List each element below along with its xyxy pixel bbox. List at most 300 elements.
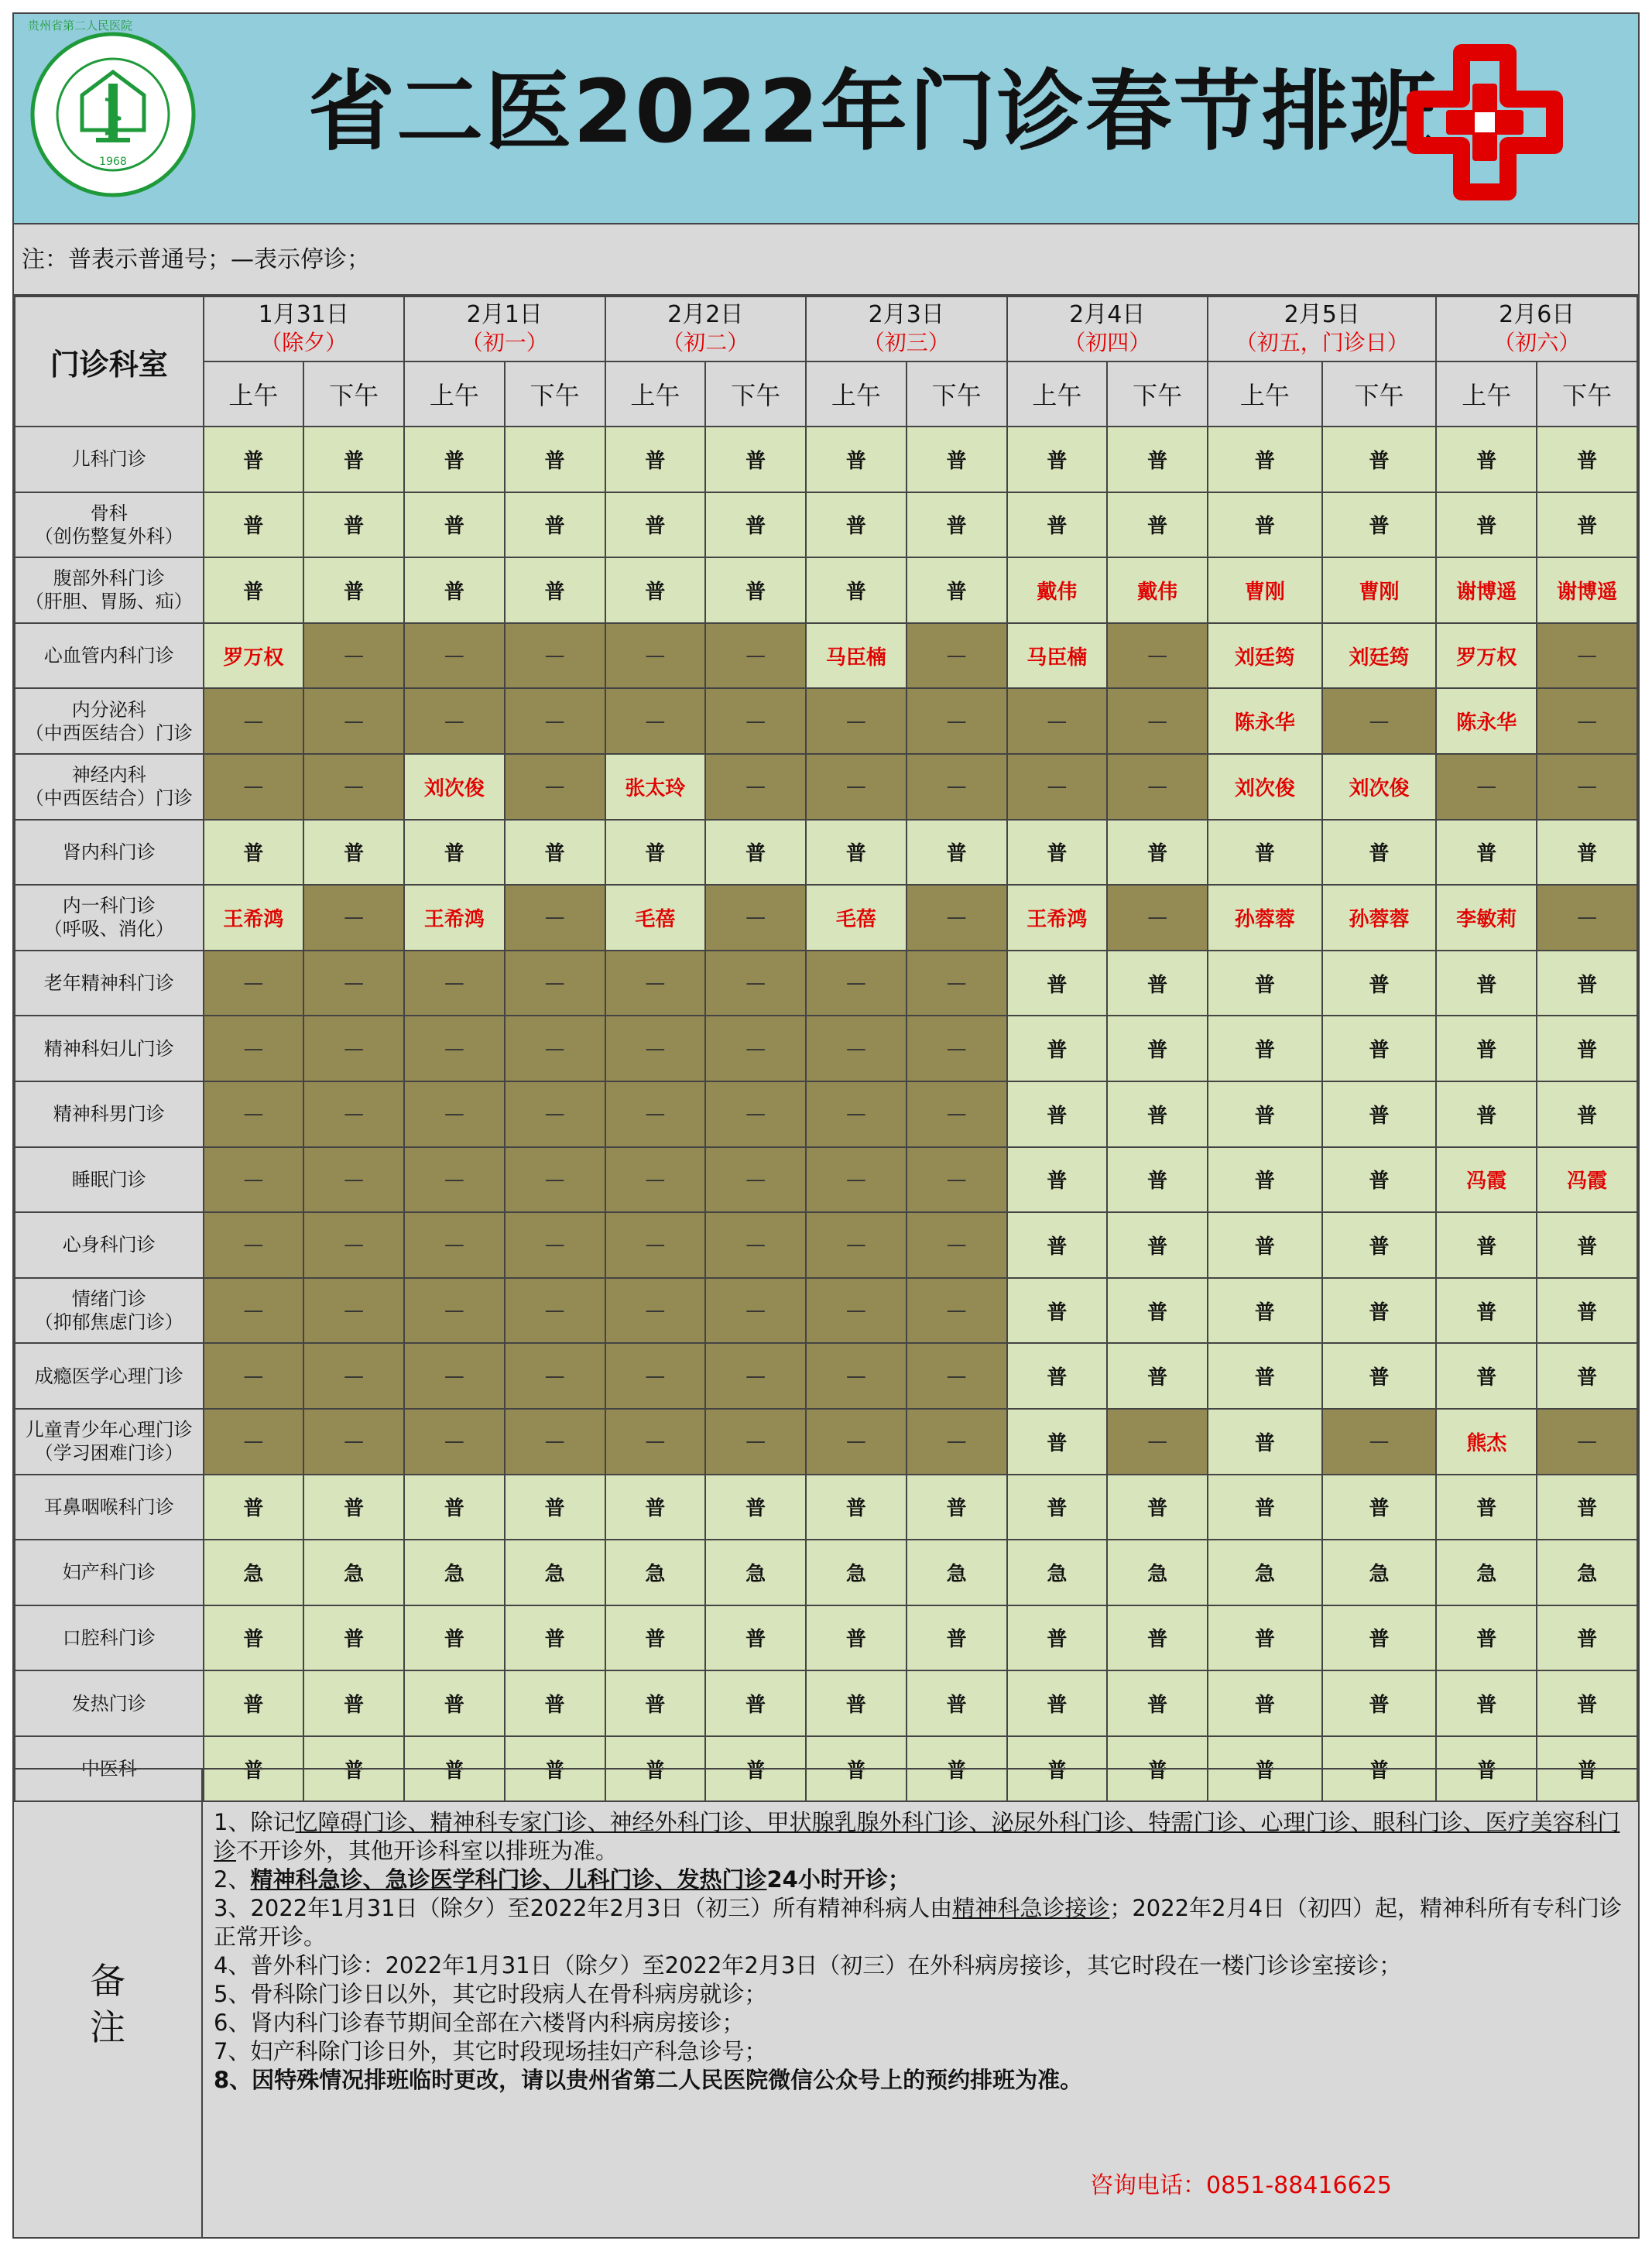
schedule-cell-open: 普 — [705, 1736, 806, 1802]
schedule-cell-doctor: 李敏莉 — [1436, 885, 1537, 951]
schedule-cell-closed: — — [404, 1016, 505, 1081]
schedule-cell-closed: — — [605, 951, 706, 1016]
schedule-cell-open: 普 — [1107, 1343, 1208, 1409]
remarks-label: 备注 — [14, 1770, 203, 2239]
schedule-cell-closed: — — [505, 623, 605, 689]
schedule-cell-open: 普 — [705, 557, 806, 623]
schedule-cell-closed: — — [907, 1147, 1007, 1213]
schedule-cell-closed: — — [204, 951, 304, 1016]
schedule-cell-open: 普 — [1322, 427, 1437, 492]
schedule-cell-open: 普 — [404, 1475, 505, 1540]
remark-item: 3、2022年1月31日（除夕）至2022年2月3日（初三）所有精神科病人由精神科急诊接诊；2022年2月4日（初四）起，精神科所有专科门诊正常开诊。 — [214, 1895, 1623, 1950]
schedule-cell-open: 普 — [1537, 1670, 1637, 1736]
schedule-cell-closed: — — [705, 1343, 806, 1409]
department-name-line: 情绪门诊 — [71, 1288, 146, 1311]
schedule-cell-closed: — — [1537, 754, 1637, 820]
remark-item: 8、因特殊情况排班临时更改，请以贵州省第二人民医院微信公众号上的预约排班为准。 — [214, 2067, 1083, 2093]
schedule-cell-closed: — — [204, 1147, 304, 1213]
department-name — [15, 688, 204, 754]
schedule-cell-open: 急 — [1436, 1540, 1537, 1605]
schedule-cell-closed: — — [505, 1212, 605, 1278]
schedule-cell-closed: — — [1107, 688, 1208, 754]
schedule-cell-open: 普 — [1322, 1475, 1437, 1540]
header-holiday-label: （初四） — [1064, 330, 1151, 355]
schedule-cell-closed: — — [505, 951, 605, 1016]
department-name-line: 儿童青少年心理门诊 — [25, 1419, 193, 1441]
schedule-cell-closed: — — [303, 1278, 404, 1344]
schedule-cell-open: 急 — [907, 1540, 1007, 1605]
schedule-cell-closed: — — [605, 1016, 706, 1081]
schedule-cell-open: 急 — [705, 1540, 806, 1605]
schedule-cell-doctor: 刘廷筠 — [1322, 623, 1437, 689]
schedule-cell-closed: — — [303, 623, 404, 689]
department-name — [15, 1278, 204, 1344]
schedule-cell-closed: — — [505, 1343, 605, 1409]
schedule-cell-closed: — — [1107, 754, 1208, 820]
schedule-cell-closed: — — [404, 1409, 505, 1475]
column-header-am: 上午 — [806, 361, 907, 427]
table-row — [15, 1540, 1637, 1605]
header-holiday-label: （初三） — [862, 330, 950, 355]
remark-item: 5、骨科除门诊日以外，其它时段病人在骨科病房就诊； — [214, 1981, 767, 2007]
schedule-cell-open: 普 — [1322, 1736, 1437, 1802]
schedule-cell-doctor: 谢博遥 — [1537, 557, 1637, 623]
page-title: 省二医2022年门诊春节排班 — [308, 62, 1438, 163]
department-name-line: 成瘾医学心理门诊 — [34, 1365, 183, 1387]
schedule-cell-open: 普 — [404, 820, 505, 886]
column-header-date — [204, 296, 405, 361]
schedule-cell-closed: — — [605, 1343, 706, 1409]
schedule-cell-open: 普 — [1208, 1475, 1322, 1540]
schedule-cell-closed: — — [1107, 1409, 1208, 1475]
schedule-cell-open: 普 — [806, 1605, 907, 1671]
schedule-cell-closed: — — [907, 885, 1007, 951]
schedule-cell-open: 普 — [1436, 1605, 1537, 1671]
schedule-cell-open: 普 — [1537, 1343, 1637, 1409]
schedule-cell-closed: — — [505, 1147, 605, 1213]
logo-year: 1968 — [99, 156, 127, 168]
department-name-line: 心血管内科门诊 — [43, 645, 174, 667]
schedule-cell-open: 普 — [204, 557, 304, 623]
schedule-cell-open: 普 — [605, 557, 706, 623]
remarks-section — [14, 1768, 1638, 2239]
schedule-cell-open: 普 — [505, 1475, 605, 1540]
schedule-cell-doctor: 王希鸿 — [404, 885, 505, 951]
schedule-cell-doctor: 马臣楠 — [806, 623, 907, 689]
column-header-date — [605, 296, 807, 361]
department-name-line: 内分泌科 — [71, 698, 146, 721]
schedule-cell-open: 普 — [1322, 1605, 1437, 1671]
department-name — [15, 951, 204, 1016]
schedule-cell-open: 普 — [404, 1670, 505, 1736]
header-date-label: 2月6日 — [1499, 301, 1575, 328]
table-row — [15, 492, 1637, 558]
department-name-line: 精神科男门诊 — [53, 1103, 165, 1126]
department-name-line: 肾内科门诊 — [62, 841, 156, 863]
schedule-cell-closed: — — [605, 1147, 706, 1213]
schedule-cell-closed: — — [204, 1343, 304, 1409]
schedule-cell-doctor: 孙蓉蓉 — [1208, 885, 1322, 951]
table-row — [15, 1147, 1637, 1213]
header-holiday-label: （初五，门诊日） — [1235, 330, 1409, 355]
schedule-cell-closed: — — [806, 1081, 907, 1147]
column-header-date — [404, 296, 605, 361]
department-name — [15, 885, 204, 951]
schedule-cell-closed: — — [204, 1212, 304, 1278]
schedule-cell-open: 普 — [303, 1475, 404, 1540]
column-header-am: 上午 — [1208, 361, 1322, 427]
schedule-cell-doctor: 罗万权 — [204, 623, 304, 689]
department-name-line: （抑郁焦虑门诊） — [34, 1311, 183, 1334]
schedule-cell-doctor: 刘次俊 — [404, 754, 505, 820]
schedule-cell-open: 普 — [1208, 1605, 1322, 1671]
schedule-cell-closed: — — [303, 754, 404, 820]
table-row — [15, 1278, 1637, 1344]
schedule-cell-open: 普 — [1436, 492, 1537, 558]
schedule-cell-closed: — — [705, 754, 806, 820]
department-name — [15, 820, 204, 886]
schedule-cell-doctor: 熊杰 — [1436, 1409, 1537, 1475]
schedule-cell-closed: — — [605, 1081, 706, 1147]
schedule-cell-open: 普 — [605, 427, 706, 492]
department-name-line: 精神科妇儿门诊 — [43, 1037, 174, 1060]
red-cross-icon — [1400, 37, 1570, 207]
table-row — [15, 557, 1637, 623]
schedule-cell-closed: — — [705, 1016, 806, 1081]
schedule-cell-open: 普 — [1537, 1475, 1637, 1540]
schedule-cell-closed: — — [705, 1278, 806, 1344]
schedule-cell-closed: — — [907, 1278, 1007, 1344]
department-name — [15, 492, 204, 558]
schedule-cell-open: 普 — [1007, 1278, 1108, 1344]
remark-item: 2、精神科急诊、急诊医学科门诊、儿科门诊、发热门诊24小时开诊； — [214, 1866, 910, 1893]
schedule-cell-open: 急 — [605, 1540, 706, 1605]
schedule-cell-open: 普 — [1537, 820, 1637, 886]
column-header-am: 上午 — [1436, 361, 1537, 427]
department-name-line: 睡眠门诊 — [71, 1168, 146, 1191]
schedule-cell-closed: — — [907, 688, 1007, 754]
schedule-cell-open: 普 — [806, 820, 907, 886]
schedule-cell-closed: — — [605, 623, 706, 689]
department-name-line: 口腔科门诊 — [62, 1626, 156, 1649]
schedule-cell-closed: — — [303, 1081, 404, 1147]
schedule-cell-open: 普 — [404, 1736, 505, 1802]
schedule-cell-doctor: 马臣楠 — [1007, 623, 1108, 689]
schedule-cell-open: 普 — [505, 1736, 605, 1802]
schedule-cell-open: 普 — [1208, 1212, 1322, 1278]
schedule-cell-open: 普 — [1322, 492, 1437, 558]
department-name-line: 老年精神科门诊 — [43, 972, 174, 995]
schedule-cell-open: 急 — [1007, 1540, 1108, 1605]
schedule-cell-closed: — — [806, 1343, 907, 1409]
schedule-cell-closed: — — [204, 1016, 304, 1081]
remark-item: 6、肾内科门诊春节期间全部在六楼肾内科病房接诊； — [214, 2009, 745, 2036]
header-holiday-label: （除夕） — [260, 330, 348, 355]
schedule-cell-open: 普 — [1007, 1605, 1108, 1671]
schedule-cell-open: 普 — [303, 820, 404, 886]
department-name-line: （呼吸、消化） — [43, 918, 174, 940]
department-name-line: （肝胆、胃肠、疝） — [25, 591, 193, 613]
schedule-cell-open: 普 — [705, 1670, 806, 1736]
schedule-cell-open: 普 — [1322, 1278, 1437, 1344]
page-header — [14, 14, 1638, 224]
schedule-cell-open: 普 — [1436, 1212, 1537, 1278]
schedule-cell-open: 普 — [1107, 951, 1208, 1016]
schedule-cell-closed: — — [303, 1212, 404, 1278]
schedule-cell-open: 普 — [1007, 1409, 1108, 1475]
schedule-cell-open: 普 — [1208, 1016, 1322, 1081]
schedule-cell-open: 普 — [303, 1605, 404, 1671]
column-header-pm: 下午 — [1322, 361, 1437, 427]
schedule-cell-open: 普 — [1436, 1016, 1537, 1081]
schedule-cell-open: 普 — [907, 427, 1007, 492]
schedule-cell-open: 普 — [1107, 1016, 1208, 1081]
schedule-cell-doctor: 罗万权 — [1436, 623, 1537, 689]
schedule-cell-open: 普 — [1107, 1605, 1208, 1671]
hotline-text: 咨询电话：0851-88416625 — [1090, 2172, 1392, 2199]
schedule-cell-open: 普 — [1007, 951, 1108, 1016]
header-date-label: 2月2日 — [667, 301, 744, 328]
schedule-cell-closed: — — [907, 1212, 1007, 1278]
schedule-cell-open: 普 — [705, 1605, 806, 1671]
table-row — [15, 427, 1637, 492]
schedule-cell-open: 普 — [303, 492, 404, 558]
schedule-cell-closed: — — [705, 623, 806, 689]
schedule-cell-closed: — — [806, 1147, 907, 1213]
schedule-cell-open: 普 — [1322, 1016, 1437, 1081]
department-name-line: 神经内科 — [71, 764, 146, 786]
schedule-cell-closed: — — [806, 1278, 907, 1344]
schedule-cell-doctor: 刘次俊 — [1322, 754, 1437, 820]
schedule-cell-open: 普 — [404, 492, 505, 558]
schedule-cell-closed: — — [605, 1409, 706, 1475]
schedule-cell-open: 普 — [505, 1605, 605, 1671]
column-header-am: 上午 — [1007, 361, 1108, 427]
schedule-cell-doctor: 戴伟 — [1107, 557, 1208, 623]
schedule-cell-closed: — — [303, 885, 404, 951]
schedule-cell-open: 急 — [404, 1540, 505, 1605]
department-name — [15, 1212, 204, 1278]
schedule-cell-open: 普 — [1537, 1605, 1637, 1671]
schedule-cell-open: 普 — [1107, 427, 1208, 492]
department-name — [15, 427, 204, 492]
schedule-cell-closed: — — [505, 1016, 605, 1081]
legend-note: 注：普表示普通号；—表示停诊； — [14, 224, 1638, 296]
department-name — [15, 557, 204, 623]
schedule-cell-open: 普 — [1107, 1475, 1208, 1540]
schedule-cell-open: 普 — [907, 820, 1007, 886]
schedule-cell-doctor: 冯霞 — [1436, 1147, 1537, 1213]
schedule-cell-closed: — — [605, 688, 706, 754]
schedule-cell-closed: — — [907, 1409, 1007, 1475]
schedule-cell-closed: — — [204, 1081, 304, 1147]
schedule-cell-open: 普 — [1107, 820, 1208, 886]
department-name — [15, 1081, 204, 1147]
schedule-cell-open: 普 — [1537, 951, 1637, 1016]
schedule-cell-closed: — — [204, 1278, 304, 1344]
schedule-cell-closed: — — [705, 1081, 806, 1147]
schedule-cell-open: 普 — [907, 557, 1007, 623]
schedule-cell-open: 普 — [1436, 951, 1537, 1016]
department-name-line: 骨科 — [90, 502, 128, 524]
schedule-cell-open: 普 — [907, 1670, 1007, 1736]
schedule-cell-closed: — — [806, 754, 907, 820]
department-name-line: （中西医结合）门诊 — [25, 787, 193, 810]
schedule-cell-open: 普 — [505, 557, 605, 623]
schedule-cell-open: 普 — [1007, 1147, 1108, 1213]
schedule-cell-closed: — — [907, 1081, 1007, 1147]
schedule-cell-open: 普 — [1436, 427, 1537, 492]
department-name — [15, 1147, 204, 1213]
schedule-cell-open: 普 — [1208, 1278, 1322, 1344]
department-name-line: 心身科门诊 — [62, 1234, 156, 1256]
department-name — [15, 623, 204, 689]
schedule-cell-closed: — — [907, 1343, 1007, 1409]
schedule-sheet — [12, 12, 1640, 2239]
schedule-cell-open: 普 — [404, 1605, 505, 1671]
schedule-cell-open: 普 — [1007, 1016, 1108, 1081]
schedule-cell-open: 普 — [1322, 1212, 1437, 1278]
schedule-cell-open: 普 — [1322, 820, 1437, 886]
schedule-cell-open: 普 — [303, 1670, 404, 1736]
column-header-pm: 下午 — [705, 361, 806, 427]
schedule-cell-open: 普 — [204, 1475, 304, 1540]
remark-item: 4、普外科门诊：2022年1月31日（除夕）至2022年2月3日（初三）在外科病房接诊，其它时段在一楼门诊诊室接诊； — [214, 1952, 1402, 1979]
schedule-cell-open: 普 — [705, 492, 806, 558]
schedule-cell-closed: — — [806, 951, 907, 1016]
schedule-cell-open: 普 — [806, 1736, 907, 1802]
header-holiday-label: （初六） — [1493, 330, 1581, 355]
schedule-cell-open: 普 — [1436, 1736, 1537, 1802]
schedule-cell-open: 普 — [1208, 1736, 1322, 1802]
department-name — [15, 1475, 204, 1540]
schedule-cell-closed: — — [705, 1409, 806, 1475]
table-row — [15, 623, 1637, 689]
schedule-cell-closed: — — [806, 1409, 907, 1475]
schedule-cell-closed: — — [303, 951, 404, 1016]
schedule-cell-open: 普 — [1007, 492, 1108, 558]
table-row — [15, 688, 1637, 754]
schedule-cell-open: 普 — [605, 1605, 706, 1671]
schedule-cell-open: 普 — [204, 1736, 304, 1802]
schedule-cell-open: 普 — [1436, 1475, 1537, 1540]
schedule-cell-closed: — — [806, 688, 907, 754]
department-name-line: （创伤整复外科） — [34, 525, 183, 547]
schedule-cell-closed: — — [1007, 754, 1108, 820]
header-date-label: 2月1日 — [466, 301, 543, 328]
schedule-cell-open: 普 — [204, 492, 304, 558]
department-name — [15, 1670, 204, 1736]
schedule-cell-open: 普 — [1208, 820, 1322, 886]
schedule-cell-open: 普 — [1537, 1736, 1637, 1802]
header-holiday-label: （初一） — [461, 330, 548, 355]
department-name-line: 中医科 — [81, 1758, 137, 1780]
schedule-cell-open: 普 — [1322, 1081, 1437, 1147]
column-header-am: 上午 — [404, 361, 505, 427]
schedule-cell-open: 普 — [1107, 492, 1208, 558]
schedule-cell-open: 普 — [1436, 1278, 1537, 1344]
schedule-cell-closed: — — [303, 688, 404, 754]
schedule-cell-open: 普 — [605, 492, 706, 558]
table-row — [15, 1670, 1637, 1736]
schedule-cell-doctor: 陈永华 — [1208, 688, 1322, 754]
table-row — [15, 1081, 1637, 1147]
schedule-cell-doctor: 冯霞 — [1537, 1147, 1637, 1213]
schedule-cell-open: 普 — [1322, 1670, 1437, 1736]
schedule-cell-open: 普 — [1208, 1343, 1322, 1409]
schedule-cell-doctor: 曹刚 — [1208, 557, 1322, 623]
schedule-cell-open: 普 — [303, 427, 404, 492]
schedule-cell-closed: — — [907, 754, 1007, 820]
column-header-date — [1007, 296, 1208, 361]
schedule-cell-closed: — — [1107, 885, 1208, 951]
schedule-cell-closed: — — [204, 1409, 304, 1475]
schedule-cell-closed: — — [705, 885, 806, 951]
schedule-cell-closed: — — [1537, 885, 1637, 951]
schedule-cell-open: 普 — [1436, 1670, 1537, 1736]
remark-item: 7、妇产科除门诊日外，其它时段现场挂妇产科急诊号； — [214, 2038, 767, 2064]
schedule-cell-closed: — — [404, 1343, 505, 1409]
table-row — [15, 820, 1637, 886]
schedule-cell-open: 普 — [1107, 1081, 1208, 1147]
schedule-cell-open: 普 — [1537, 1278, 1637, 1344]
table-row — [15, 1016, 1637, 1081]
schedule-cell-open: 普 — [1107, 1736, 1208, 1802]
department-name-line: 腹部外科门诊 — [53, 567, 165, 590]
schedule-cell-open: 普 — [204, 1670, 304, 1736]
schedule-cell-closed: — — [1537, 688, 1637, 754]
header-date-label: 2月5日 — [1284, 301, 1360, 328]
schedule-cell-open: 普 — [1208, 1670, 1322, 1736]
header-date-label: 2月4日 — [1069, 301, 1146, 328]
schedule-cell-closed: — — [404, 1147, 505, 1213]
schedule-cell-open: 急 — [303, 1540, 404, 1605]
schedule-cell-closed: — — [705, 1147, 806, 1213]
schedule-cell-open: 急 — [1322, 1540, 1437, 1605]
schedule-cell-open: 普 — [1537, 492, 1637, 558]
schedule-cell-open: 普 — [806, 427, 907, 492]
schedule-cell-closed: — — [907, 1016, 1007, 1081]
schedule-cell-open: 普 — [1007, 1736, 1108, 1802]
schedule-cell-open: 普 — [1007, 1475, 1108, 1540]
department-name — [15, 1605, 204, 1671]
schedule-cell-open: 普 — [1436, 1343, 1537, 1409]
schedule-cell-closed: — — [605, 1278, 706, 1344]
schedule-cell-open: 普 — [605, 1670, 706, 1736]
schedule-cell-doctor: 谢博遥 — [1436, 557, 1537, 623]
table-row — [15, 951, 1637, 1016]
column-header-date — [1208, 296, 1436, 361]
schedule-cell-open: 急 — [806, 1540, 907, 1605]
schedule-cell-open: 普 — [1208, 427, 1322, 492]
department-name-line: 发热门诊 — [71, 1692, 146, 1715]
schedule-cell-doctor: 孙蓉蓉 — [1322, 885, 1437, 951]
schedule-cell-closed: — — [204, 688, 304, 754]
schedule-cell-closed: — — [303, 1147, 404, 1213]
schedule-cell-closed: — — [605, 1212, 706, 1278]
department-name — [15, 754, 204, 820]
schedule-table — [14, 296, 1638, 1802]
column-header-am: 上午 — [204, 361, 304, 427]
schedule-cell-open: 普 — [1537, 1212, 1637, 1278]
schedule-cell-open: 普 — [806, 492, 907, 558]
schedule-cell-closed: — — [1436, 754, 1537, 820]
schedule-cell-closed: — — [404, 1278, 505, 1344]
table-row — [15, 1409, 1637, 1475]
schedule-cell-open: 普 — [1007, 1343, 1108, 1409]
schedule-cell-open: 普 — [1107, 1670, 1208, 1736]
schedule-cell-open: 普 — [806, 557, 907, 623]
